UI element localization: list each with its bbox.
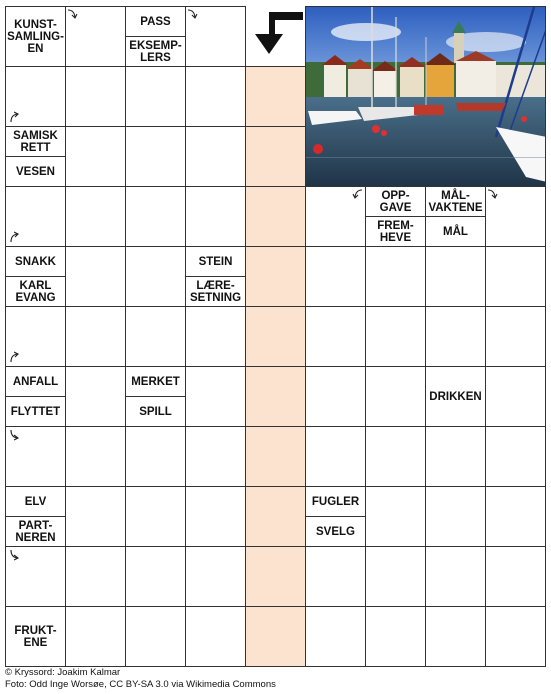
- clue-karl-evang: KARL EVANG: [5, 276, 66, 307]
- direction-arrow-icon: [487, 188, 499, 200]
- answer-cell[interactable]: [125, 546, 186, 607]
- answer-cell[interactable]: [125, 246, 186, 307]
- clue-spill: SPILL: [125, 396, 186, 427]
- answer-cell[interactable]: [185, 126, 246, 187]
- crossword-grid: [5, 6, 545, 666]
- answer-cell[interactable]: [425, 246, 486, 307]
- answer-cell[interactable]: [425, 426, 486, 487]
- answer-cell[interactable]: [365, 306, 426, 367]
- answer-cell[interactable]: [245, 606, 306, 667]
- clue-elv: ELV: [5, 486, 66, 517]
- clue-vesen: VESEN: [5, 156, 66, 187]
- answer-cell[interactable]: [305, 366, 366, 427]
- answer-cell[interactable]: [185, 366, 246, 427]
- answer-cell[interactable]: [245, 306, 306, 367]
- answer-cell[interactable]: [485, 546, 546, 607]
- direction-arrow-icon: [8, 111, 20, 123]
- clue-laeresetning: LÆRE- SETNING: [185, 276, 246, 307]
- answer-cell[interactable]: [425, 486, 486, 547]
- answer-cell[interactable]: [305, 546, 366, 607]
- clue-snakk: SNAKK: [5, 246, 66, 277]
- credit-photo: Foto: Odd Inge Worsøe, CC BY-SA 3.0 via Wikimedia Commons: [5, 679, 276, 690]
- answer-cell[interactable]: [365, 426, 426, 487]
- answer-cell[interactable]: [245, 186, 306, 247]
- direction-arrow-icon: [8, 549, 20, 561]
- answer-cell[interactable]: [65, 306, 126, 367]
- direction-arrow-icon: [351, 188, 363, 200]
- answer-cell[interactable]: [485, 606, 546, 667]
- answer-cell[interactable]: [125, 126, 186, 187]
- harbor-photo: [305, 6, 546, 187]
- answer-cell[interactable]: [245, 426, 306, 487]
- answer-cell[interactable]: [185, 306, 246, 367]
- clue-fremheve: FREM- HEVE: [365, 216, 426, 247]
- answer-cell[interactable]: [245, 66, 306, 127]
- credit-crossword: © Kryssord: Joakim Kalmar: [5, 667, 121, 678]
- direction-arrow-icon: [8, 429, 20, 441]
- direction-arrow-icon: [67, 8, 79, 20]
- answer-cell[interactable]: [485, 246, 546, 307]
- answer-cell[interactable]: [65, 186, 126, 247]
- answer-cell[interactable]: [65, 606, 126, 667]
- answer-cell[interactable]: [425, 306, 486, 367]
- answer-cell[interactable]: [245, 126, 306, 187]
- start-arrow-icon: [245, 6, 306, 67]
- answer-cell[interactable]: [245, 366, 306, 427]
- answer-cell[interactable]: [125, 66, 186, 127]
- answer-cell[interactable]: [485, 306, 546, 367]
- answer-cell[interactable]: [485, 486, 546, 547]
- answer-cell[interactable]: [305, 306, 366, 367]
- clue-anfall: ANFALL: [5, 366, 66, 397]
- answer-cell[interactable]: [365, 486, 426, 547]
- clue-oppgave: OPP- GAVE: [365, 186, 426, 217]
- clue-fruktene: FRUKT- ENE: [5, 606, 66, 667]
- answer-cell[interactable]: [485, 366, 546, 427]
- answer-cell[interactable]: [365, 246, 426, 307]
- answer-cell[interactable]: [65, 546, 126, 607]
- clue-fugler: FUGLER: [305, 486, 366, 517]
- answer-cell[interactable]: [65, 126, 126, 187]
- answer-cell[interactable]: [65, 246, 126, 307]
- clue-malvaktene: MÅL- VAKTENE: [425, 186, 486, 217]
- answer-cell[interactable]: [185, 426, 246, 487]
- answer-cell[interactable]: [305, 246, 366, 307]
- answer-cell[interactable]: [365, 546, 426, 607]
- answer-cell[interactable]: [125, 306, 186, 367]
- answer-cell[interactable]: [365, 606, 426, 667]
- clue-kunstsamlingen: KUNST- SAMLING- EN: [5, 6, 66, 67]
- clue-mal: MÅL: [425, 216, 486, 247]
- answer-cell[interactable]: [365, 366, 426, 427]
- answer-cell[interactable]: [125, 486, 186, 547]
- answer-cell[interactable]: [125, 426, 186, 487]
- answer-cell[interactable]: [65, 366, 126, 427]
- answer-cell[interactable]: [185, 606, 246, 667]
- answer-cell[interactable]: [425, 546, 486, 607]
- answer-cell[interactable]: [305, 426, 366, 487]
- answer-cell[interactable]: [125, 606, 186, 667]
- answer-cell[interactable]: [185, 186, 246, 247]
- answer-cell[interactable]: [305, 606, 366, 667]
- answer-cell[interactable]: [245, 486, 306, 547]
- clue-svelg: SVELG: [305, 516, 366, 547]
- direction-arrow-icon: [187, 8, 199, 20]
- answer-cell[interactable]: [485, 426, 546, 487]
- direction-arrow-icon: [8, 351, 20, 363]
- clue-stein: STEIN: [185, 246, 246, 277]
- answer-cell[interactable]: [185, 486, 246, 547]
- answer-cell[interactable]: [245, 546, 306, 607]
- clue-flyttet: FLYTTET: [5, 396, 66, 427]
- answer-cell[interactable]: [65, 486, 126, 547]
- answer-cell[interactable]: [185, 66, 246, 127]
- answer-cell[interactable]: [65, 66, 126, 127]
- clue-drikken: DRIKKEN: [425, 366, 486, 427]
- clue-merket: MERKET: [125, 366, 186, 397]
- clue-eksemplers: EKSEMP- LERS: [125, 36, 186, 67]
- clue-partneren: PART- NEREN: [5, 516, 66, 547]
- answer-cell[interactable]: [245, 246, 306, 307]
- answer-cell[interactable]: [65, 426, 126, 487]
- direction-arrow-icon: [8, 231, 20, 243]
- clue-pass: PASS: [125, 6, 186, 37]
- answer-cell[interactable]: [185, 546, 246, 607]
- clue-samisk-rett: SAMISK RETT: [5, 126, 66, 157]
- answer-cell[interactable]: [125, 186, 186, 247]
- answer-cell[interactable]: [425, 606, 486, 667]
